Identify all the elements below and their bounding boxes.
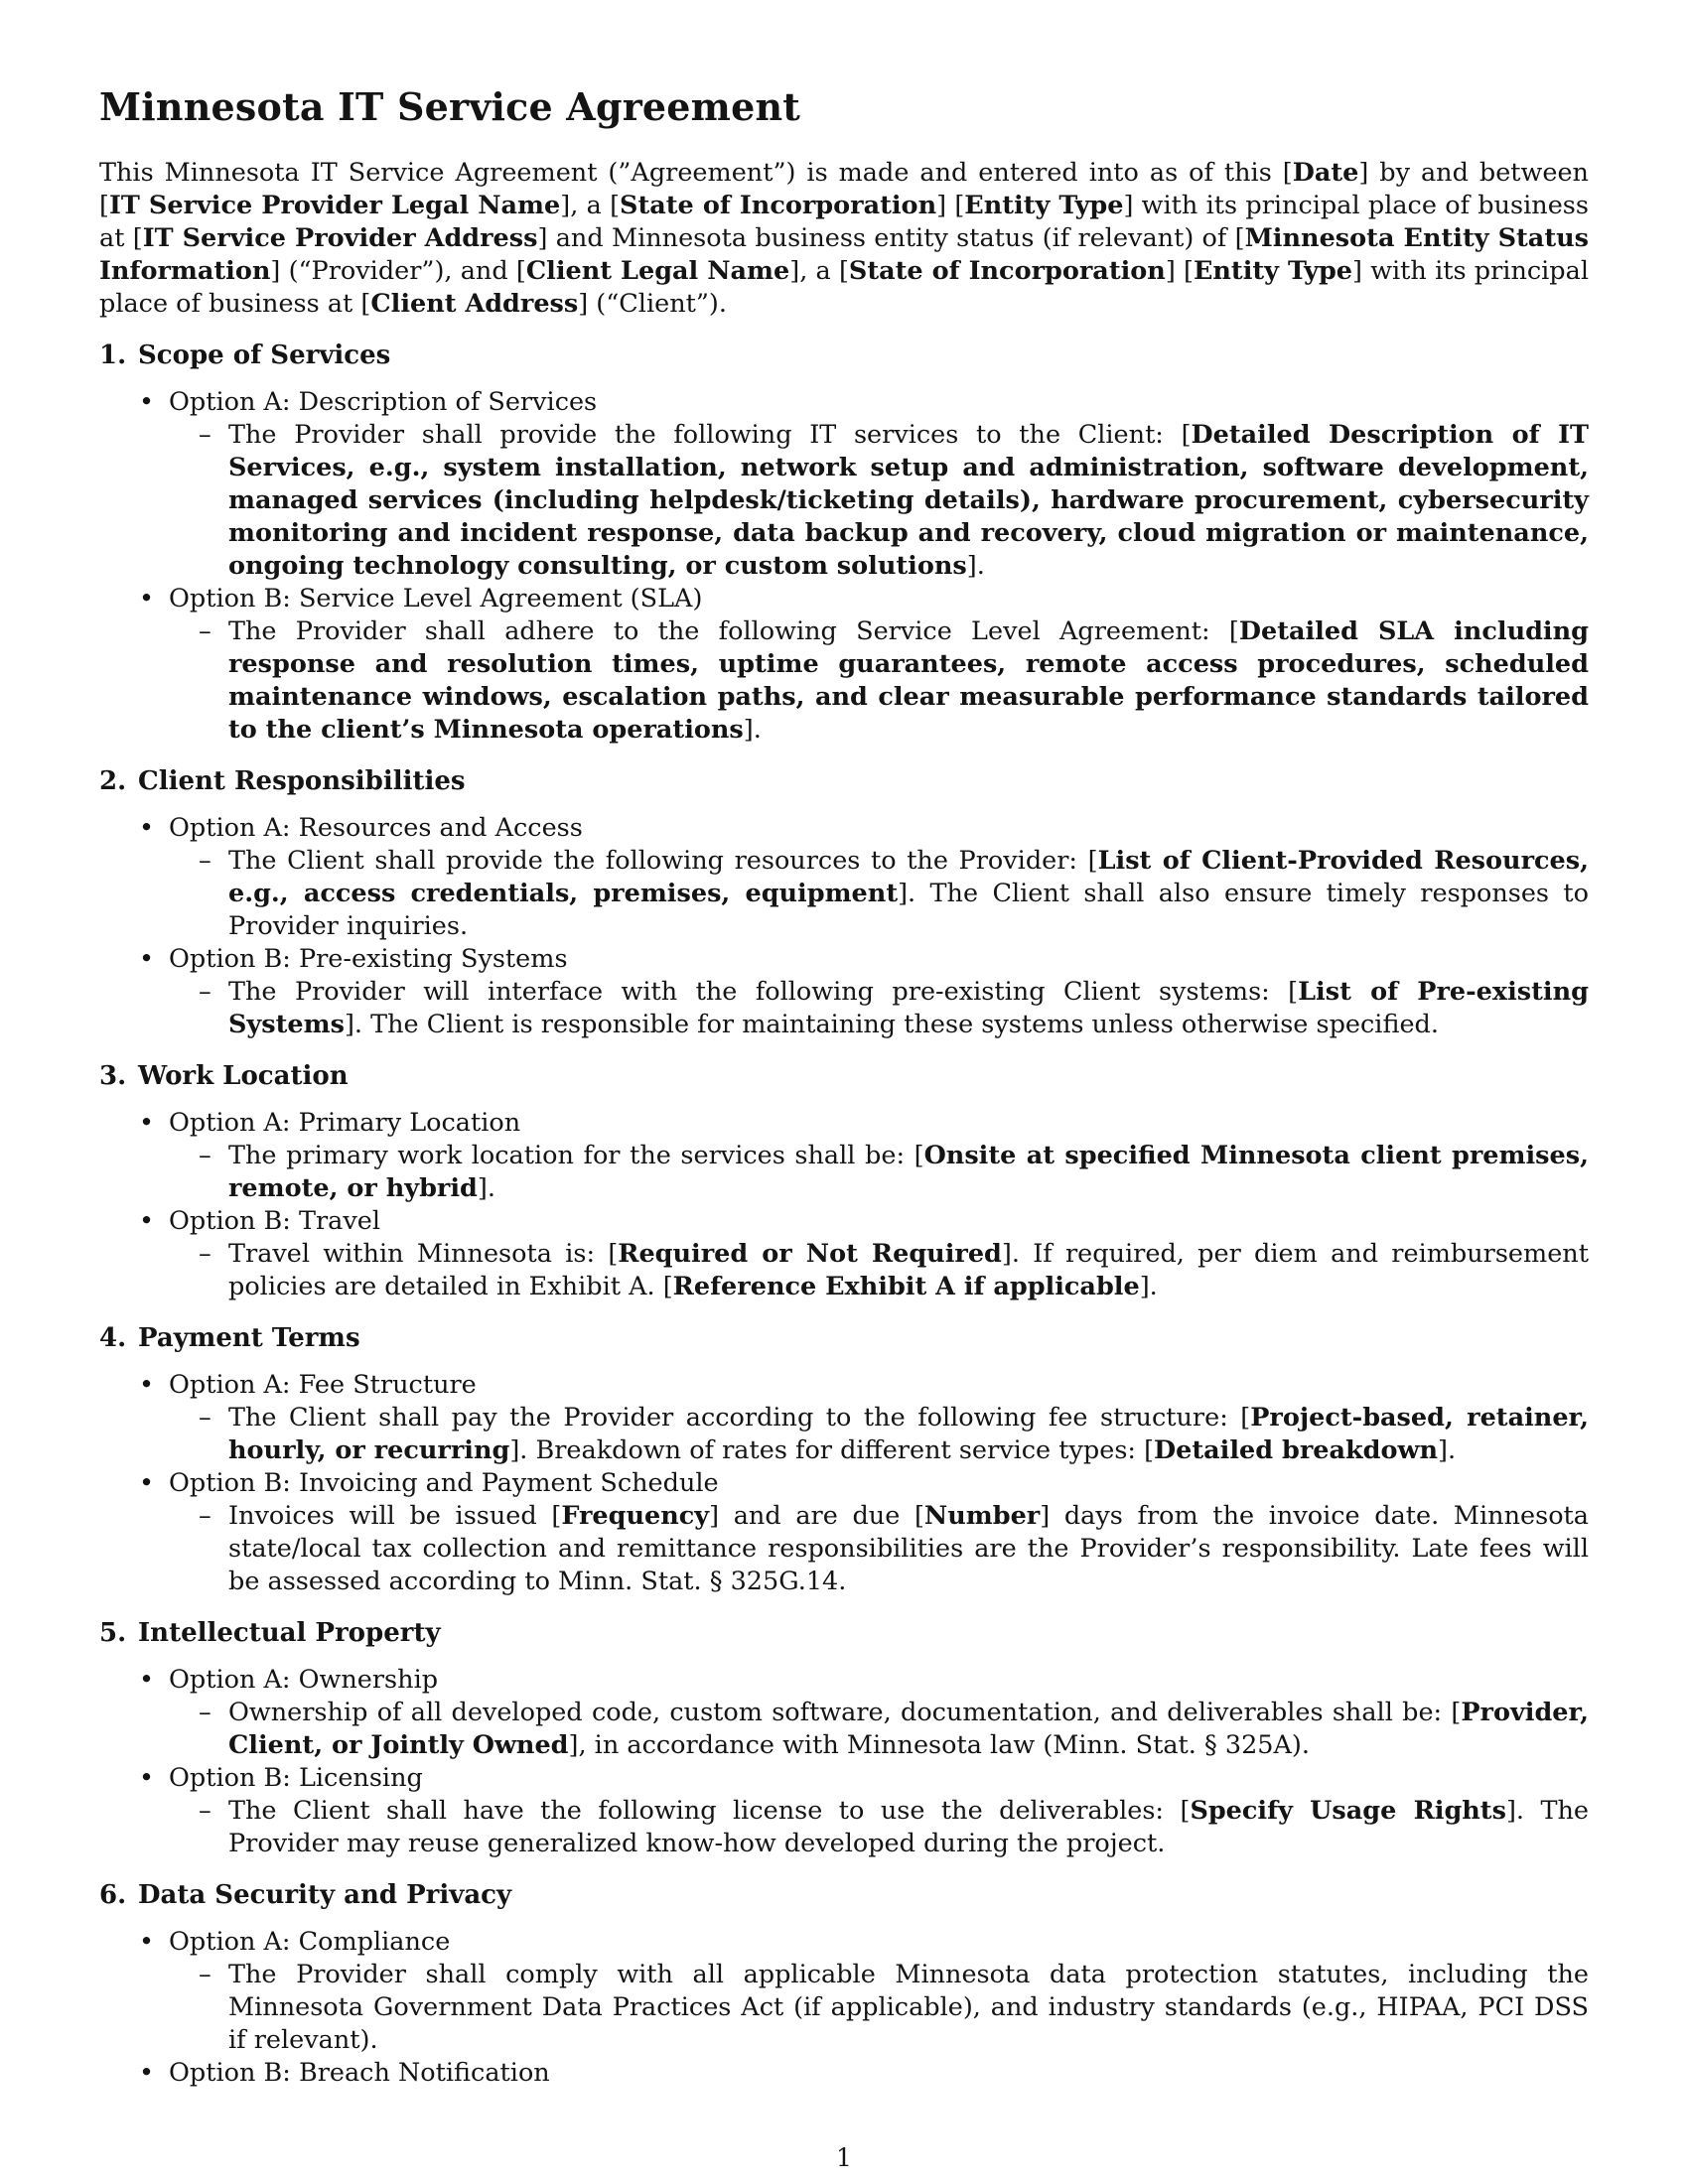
option-label: Option B: Service Level Agreement (SLA) (169, 584, 703, 614)
bullet-icon: • (139, 944, 155, 974)
option-detail (99, 845, 1589, 943)
option-label: Option B: Licensing (169, 1763, 423, 1793)
text-run: The Provider shall provide the following IT services to the Client: [ (228, 420, 1192, 450)
placeholder-field: Reference Exhibit A if applicable (672, 1272, 1140, 1301)
text-run: The Provider shall adhere to the following Service Level Agreement: [ (228, 616, 1239, 646)
placeholder-field: Frequency (561, 1501, 710, 1531)
placeholder-field: Entity Type (964, 191, 1124, 220)
placeholder-field: Detailed Description of IT Services, e.g., system installation, network setup and administration, software development, managed services (including helpdesk/ticketing details), hardware procurement, cybersecurity monitoring and incident response, data backup and recovery, cloud migration or maintenance, ongoing technology consulting, or custom solutions (228, 420, 1589, 581)
option-list (99, 1926, 1589, 2090)
bullet-icon: • (139, 584, 155, 614)
option-detail (99, 1959, 1589, 2057)
placeholder-field: Provider, Client, or Jointly Owned (228, 1698, 1589, 1760)
placeholder-field: Onsite at specified Minnesota client premises, remote, or hybrid (228, 1141, 1589, 1203)
placeholder-field: State of Incorporation (620, 191, 937, 220)
bullet-icon: • (139, 1665, 155, 1695)
text-run: ], a [ (560, 191, 621, 220)
option-list (99, 1107, 1589, 1303)
text-run: ]. If required, per diem and reimbursement policies are detailed in Exhibit A. [ (228, 1239, 1589, 1301)
option-item (99, 2057, 1589, 2090)
option-label: Option A: Description of Services (169, 387, 598, 417)
placeholder-field: List of Pre-existing Systems (228, 977, 1589, 1039)
option-item (99, 1107, 1589, 1205)
section-title: Scope of Services (138, 341, 391, 370)
placeholder-field: Required or Not Required (618, 1239, 1002, 1269)
option-item (99, 1664, 1589, 1762)
placeholder-field: Detailed breakdown (1154, 1435, 1439, 1465)
bullet-icon: • (139, 1763, 155, 1793)
dash-icon: – (199, 1239, 211, 1269)
bullet-icon: • (139, 2058, 155, 2088)
section-title: Intellectual Property (138, 1618, 441, 1648)
option-item (99, 1467, 1589, 1598)
section-number: 5. (99, 1618, 127, 1648)
text-run: ]. The Provider may reuse generalized know-how developed during the project. (228, 1796, 1590, 1858)
text-run: ] by and between [ (99, 158, 1589, 220)
dash-icon: – (199, 1141, 211, 1170)
text-run: ] and Minnesota business entity status (if relevant) of [ (537, 223, 1245, 253)
option-detail (99, 976, 1589, 1041)
document-title: Minnesota IT Service Agreement (99, 84, 801, 129)
placeholder-field: Number (923, 1501, 1041, 1531)
bullet-icon: • (139, 1927, 155, 1957)
text-run: The Client shall have the following license to use the deliverables: [ (228, 1796, 1191, 1826)
text-run: The primary work location for the services shall be: [ (228, 1141, 924, 1170)
bullet-icon: • (139, 1108, 155, 1138)
text-run: ] [ (1165, 256, 1194, 286)
text-run: ], a [ (789, 256, 849, 286)
option-label: Option B: Invoicing and Payment Schedule (169, 1468, 719, 1498)
dash-icon: – (199, 616, 211, 646)
option-detail (99, 1697, 1589, 1762)
placeholder-field: List of Client-Provided Resources, e.g., access credentials, premises, equipment (228, 846, 1589, 908)
placeholder-field: State of Incorporation (848, 256, 1166, 286)
option-label: Option B: Travel (169, 1206, 381, 1236)
option-list (99, 386, 1589, 747)
option-item (99, 1926, 1589, 2057)
text-run: ] days from the invoice date. Minnesota state/local tax collection and remittance responsibilities are the Provider’s responsibility. Late fees will be assessed according to Minn. Stat. § 325G.14. (228, 1501, 1590, 1596)
section-title: Payment Terms (138, 1323, 360, 1353)
intro-paragraph (99, 157, 1589, 321)
text-run: ]. (477, 1173, 495, 1203)
option-detail (99, 1500, 1589, 1598)
placeholder-field: Minnesota Entity Status Information (99, 223, 1589, 286)
placeholder-field: IT Service Provider Address (142, 223, 538, 253)
section-number: 1. (99, 341, 127, 370)
text-run: ] and are due [ (709, 1501, 924, 1531)
text-run: ]. (966, 551, 985, 581)
option-label: Option A: Primary Location (169, 1108, 521, 1138)
dash-icon: – (199, 1796, 211, 1826)
placeholder-field: Project-based, retainer, hourly, or recurring (228, 1403, 1589, 1465)
section-number: 2. (99, 766, 127, 796)
option-item (99, 1205, 1589, 1303)
placeholder-field: Client Address (370, 289, 579, 319)
option-list (99, 1664, 1589, 1860)
text-run: This Minnesota IT Service Agreement (”Agreement”) is made and entered into as of this [ (99, 158, 1293, 188)
bullet-icon: • (139, 813, 155, 843)
text-run: ]. Breakdown of rates for different service types: [ (509, 1435, 1155, 1465)
text-run: ]. The Client is responsible for maintaining these systems unless otherwise specified. (344, 1010, 1439, 1039)
text-run: ], in accordance with Minnesota law (Minn. Stat. § 325A). (568, 1730, 1310, 1760)
text-run: ] (“Provider”), and [ (270, 256, 526, 286)
placeholder-field: Client Legal Name (525, 256, 790, 286)
text-run: ] with its principal place of business at [ (99, 256, 1589, 319)
option-item (99, 1762, 1589, 1860)
section-heading (99, 1878, 1589, 1912)
option-label: Option B: Breach Notification (169, 2058, 550, 2088)
option-detail (99, 1795, 1589, 1860)
option-label: Option B: Pre-existing Systems (169, 944, 568, 974)
option-detail (99, 419, 1589, 583)
text-run: The Provider will interface with the following pre-existing Client systems: [ (228, 977, 1299, 1007)
bullet-icon: • (139, 387, 155, 417)
option-detail (99, 1238, 1589, 1303)
dash-icon: – (199, 420, 211, 450)
option-item (99, 812, 1589, 943)
text-run: ]. The Client shall also ensure timely responses to Provider inquiries. (228, 879, 1589, 941)
option-label: Option A: Ownership (169, 1665, 439, 1695)
text-run: The Client shall provide the following resources to the Provider: [ (228, 846, 1098, 876)
dash-icon: – (199, 1403, 211, 1433)
section-heading (99, 764, 1589, 798)
dash-icon: – (199, 1960, 211, 1989)
text-run: ] with its principal place of business at [ (99, 191, 1589, 253)
placeholder-field: Date (1292, 158, 1359, 188)
section-title: Work Location (138, 1061, 349, 1091)
placeholder-field: IT Service Provider Legal Name (108, 191, 561, 220)
section-title: Data Security and Privacy (138, 1880, 512, 1910)
option-list (99, 1369, 1589, 1598)
option-item (99, 583, 1589, 747)
text-run: ] (“Client”). (578, 289, 727, 319)
dash-icon: – (199, 846, 211, 876)
section-heading (99, 1059, 1589, 1093)
placeholder-field: Entity Type (1193, 256, 1353, 286)
text-run: ]. (743, 715, 762, 745)
bullet-icon: • (139, 1468, 155, 1498)
section-number: 6. (99, 1880, 127, 1910)
section-heading (99, 1321, 1589, 1355)
option-detail (99, 615, 1589, 747)
option-label: Option A: Fee Structure (169, 1370, 477, 1400)
document-page (99, 83, 1589, 2108)
text-run: The Client shall pay the Provider according to the following fee structure: [ (228, 1403, 1251, 1433)
dash-icon: – (199, 977, 211, 1007)
option-item (99, 386, 1589, 583)
section-heading (99, 339, 1589, 372)
bullet-icon: • (139, 1206, 155, 1236)
option-detail (99, 1402, 1589, 1467)
option-item (99, 1369, 1589, 1467)
text-run: Ownership of all developed code, custom software, documentation, and deliverables shall be: [ (228, 1698, 1462, 1727)
text-run: ]. (1139, 1272, 1158, 1301)
text-run: ]. (1438, 1435, 1457, 1465)
placeholder-field: Detailed SLA including response and resolution times, uptime guarantees, remote access procedures, scheduled maintenance windows, escalation paths, and clear measurable performance standards tailored to the client’s Minnesota operations (228, 616, 1589, 745)
option-item (99, 943, 1589, 1041)
section-heading (99, 1616, 1589, 1650)
text-run: ] [ (936, 191, 965, 220)
text-run: The Provider shall comply with all applicable Minnesota data protection statutes, including the Minnesota Government Data Practices Act (if applicable), and industry standards (e.g., HIPAA, PCI DSS if relevant). (228, 1960, 1589, 2055)
section-title: Client Responsibilities (138, 766, 466, 796)
option-label: Option A: Compliance (169, 1927, 451, 1957)
bullet-icon: • (139, 1370, 155, 1400)
section-number: 4. (99, 1323, 127, 1353)
option-list (99, 812, 1589, 1041)
section-number: 3. (99, 1061, 127, 1091)
option-detail (99, 1140, 1589, 1205)
text-run: Invoices will be issued [ (228, 1501, 562, 1531)
page-number: 1 (836, 2143, 852, 2172)
placeholder-field: Specify Usage Rights (1190, 1796, 1506, 1826)
option-label: Option A: Resources and Access (169, 813, 583, 843)
sections-container (99, 339, 1589, 2090)
dash-icon: – (199, 1698, 211, 1727)
dash-icon: – (199, 1501, 211, 1531)
text-run: Travel within Minnesota is: [ (228, 1239, 619, 1269)
